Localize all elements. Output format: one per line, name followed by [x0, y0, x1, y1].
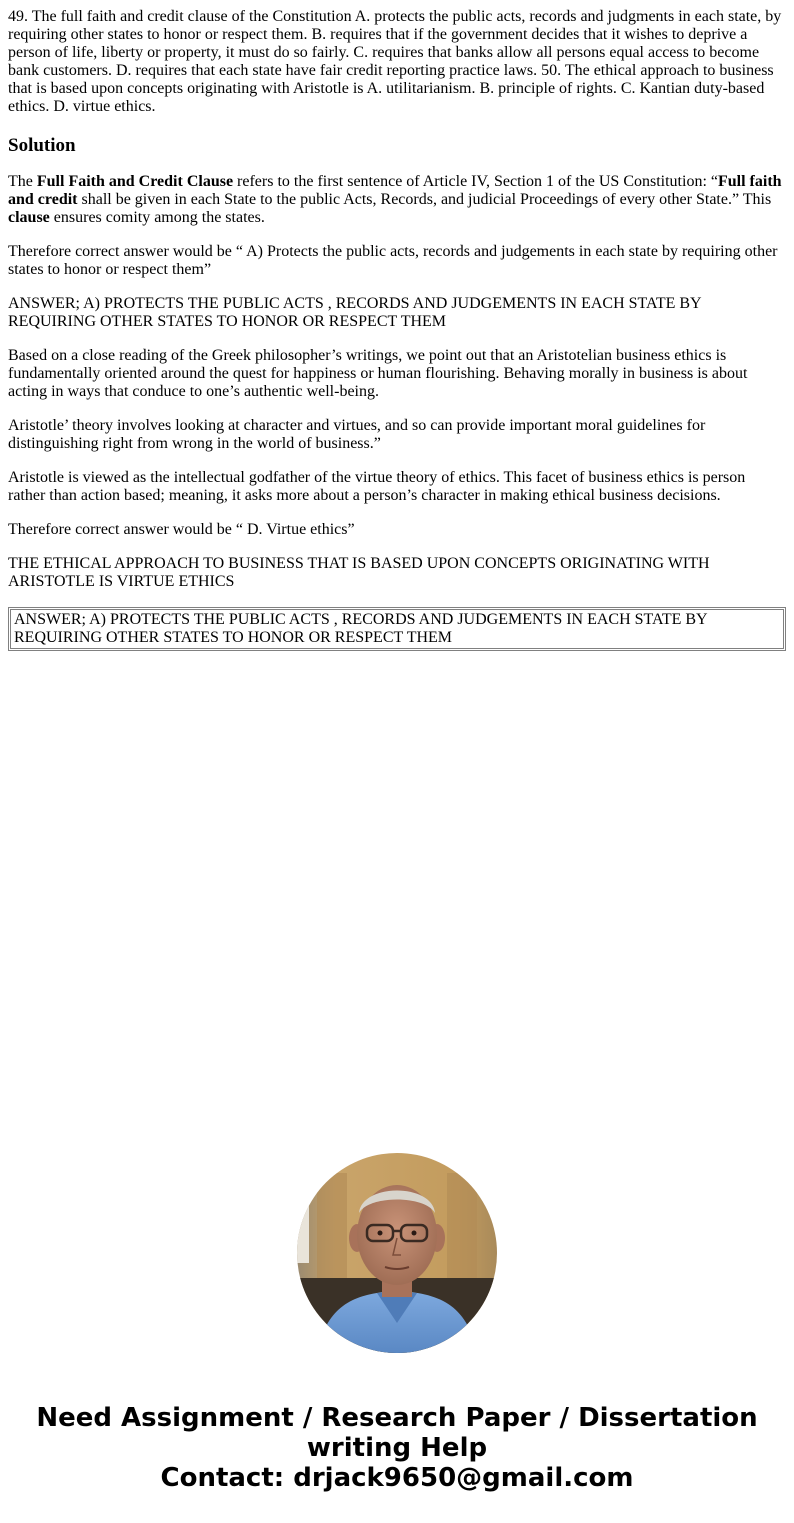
document-content [8, 8, 786, 651]
p1-bold-1: Full Faith and Credit Clause [36, 173, 234, 190]
p1-bold-3: clause [8, 209, 50, 226]
solution-paragraph-7: Therefore correct answer would be “ D. Virtue ethics” [8, 521, 355, 538]
solution-paragraph-5: Aristotle’ theory involves looking at character and virtues, and so can provide important moral guidelines for distinguishing right from wrong in the world of business.” [8, 417, 706, 452]
question-text: 49. The full faith and credit clause of the Constitution A. protects the public acts, records and judgments in each state, by requiring other states to honor or respect them. B. requires that if the government decides that it wishes to deprive a person of life, liberty or property, it must do so fairly. C. requires that banks allow all persons equal access to become bank customers. D. requires that each state have fair credit reporting practice laws. 50. The ethical approach to business that is based upon concepts originating with Aristotle is A. utilitarianism. B. principle of rights. C. Kantian duty-based ethics. D. virtue ethics. [8, 8, 782, 115]
promo-line-2: writing Help [306, 1433, 488, 1463]
p1-text-3: shall be given in each State to the public Acts, Records, and judicial Proceedings of every other State.” This [77, 191, 772, 208]
p1-text-4: ensures comity among the states. [49, 209, 265, 226]
solution-paragraph-8: THE ETHICAL APPROACH TO BUSINESS THAT IS BASED UPON CONCEPTS ORIGINATING WITH ARISTOTLE IS VIRTUE ETHICS [8, 555, 710, 590]
solution-paragraph-2: Therefore correct answer would be “ A) Protects the public acts, records and judgements in each state by requiring other states to honor or respect them” [8, 243, 778, 278]
p1-text-2: refers to the first sentence of Article IV, Section 1 of the US Constitution: “ [233, 173, 718, 190]
promo-contact: Contact: drjack9650@gmail.com [160, 1463, 634, 1493]
answer-box [8, 607, 786, 651]
p1-bold-2: Full faith and credit [8, 173, 782, 208]
promo-text [0, 1403, 794, 1493]
solution-paragraph-3: ANSWER; A) PROTECTS THE PUBLIC ACTS , RECORDS AND JUDGEMENTS IN EACH STATE BY REQUIRING OTHER STATES TO HONOR OR RESPECT THEM [8, 295, 701, 330]
avatar-portrait-image [297, 1153, 497, 1353]
p1-text-1: The [8, 173, 37, 190]
solution-paragraph-1 [8, 173, 786, 227]
solution-heading: Solution [8, 135, 76, 156]
promo-line-1: Need Assignment / Research Paper / Dissertation [36, 1403, 758, 1433]
solution-paragraph-6: Aristotle is viewed as the intellectual godfather of the virtue theory of ethics. This facet of business ethics is person rather than action based; meaning, it asks more about a person’s character in making ethical business decisions. [8, 469, 746, 504]
avatar [297, 1153, 497, 1353]
solution-paragraph-4: Based on a close reading of the Greek philosopher’s writings, we point out that an Aristotelian business ethics is fundamentally oriented around the quest for happiness or human flourishing. Behaving morally in business is about acting in ways that conduce to one’s authentic well-being. [8, 347, 748, 400]
answer-box-text: ANSWER; A) PROTECTS THE PUBLIC ACTS , RECORDS AND JUDGEMENTS IN EACH STATE BY REQUIRING OTHER STATES TO HONOR OR RESPECT THEM [10, 609, 784, 649]
